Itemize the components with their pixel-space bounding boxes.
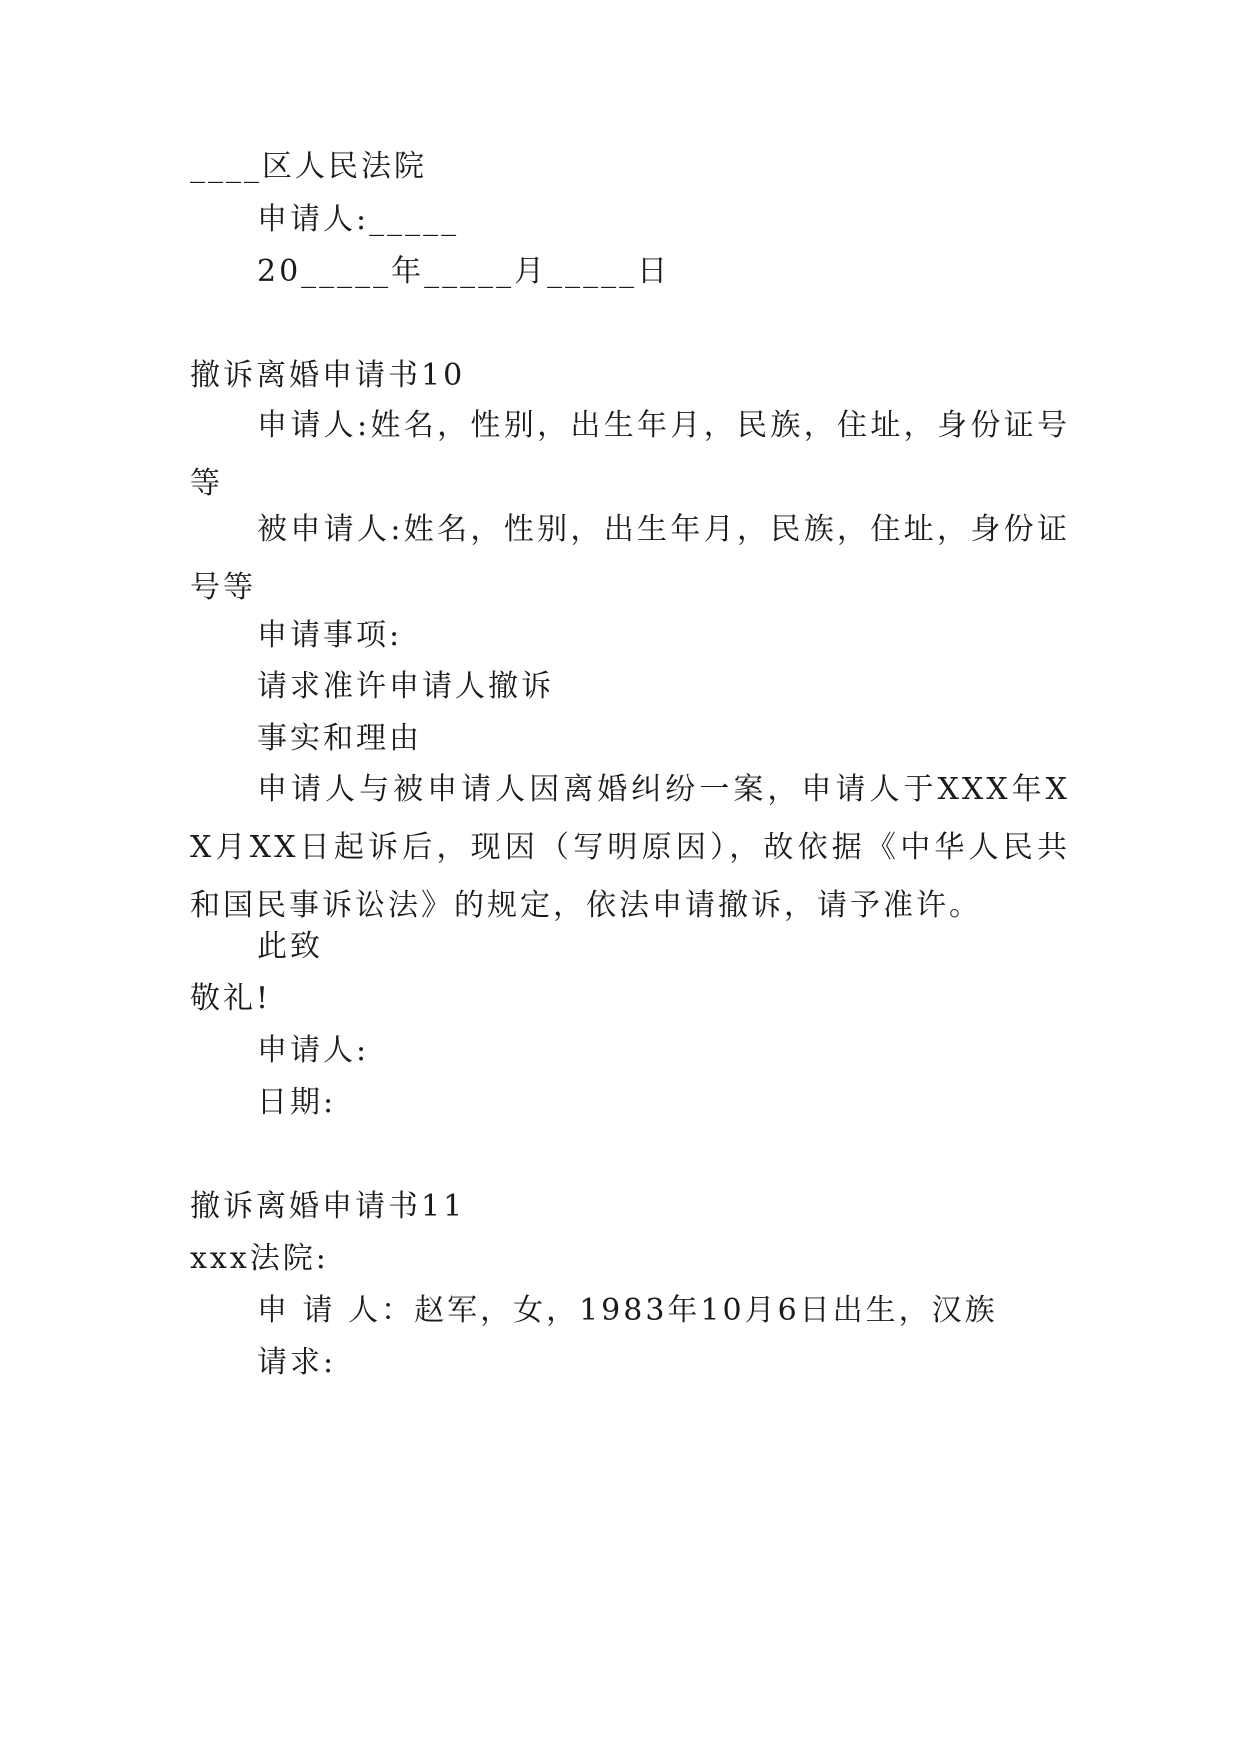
request-text: 请求准许申请人撤诉 xyxy=(257,669,554,704)
date-label: 日期: xyxy=(257,1085,337,1120)
facts-label: 事实和理由 xyxy=(257,721,422,756)
applicant-info: 申请人:姓名，性别，出生年月，民族，住址，身份证号等 xyxy=(190,408,1070,501)
salute-text: 敬礼! xyxy=(190,981,272,1016)
court-addressee: xxx法院: xyxy=(190,1241,329,1276)
court-line: ____区人民法院 xyxy=(190,149,427,184)
section-title-10: 撤诉离婚申请书10 xyxy=(190,358,466,393)
section-title-11: 撤诉离婚申请书11 xyxy=(190,1189,466,1224)
respondent-info: 被申请人:姓名，性别，出生年月，民族，住址，身份证号等 xyxy=(190,512,1070,605)
closing-text: 此致 xyxy=(257,929,323,964)
matters-label: 申请事项: xyxy=(257,618,403,653)
date-line: 20_____年_____月_____日 xyxy=(257,254,671,289)
request-label-11: 请求: xyxy=(257,1345,337,1380)
applicant-signature-line: 申请人:_____ xyxy=(257,202,460,237)
applicant-signature-label: 申请人: xyxy=(257,1033,370,1068)
applicant-info-11: 申 请 人：赵军，女，1983年10月6日出生，汉族 xyxy=(257,1293,998,1328)
facts-body: 申请人与被申请人因离婚纠纷一案，申请人于XXX年XX月XX日起诉后，现因（写明原因），故依据《中华人民共和国民事诉讼法》的规定，依法申请撤诉，请予准许。 xyxy=(190,772,1070,923)
